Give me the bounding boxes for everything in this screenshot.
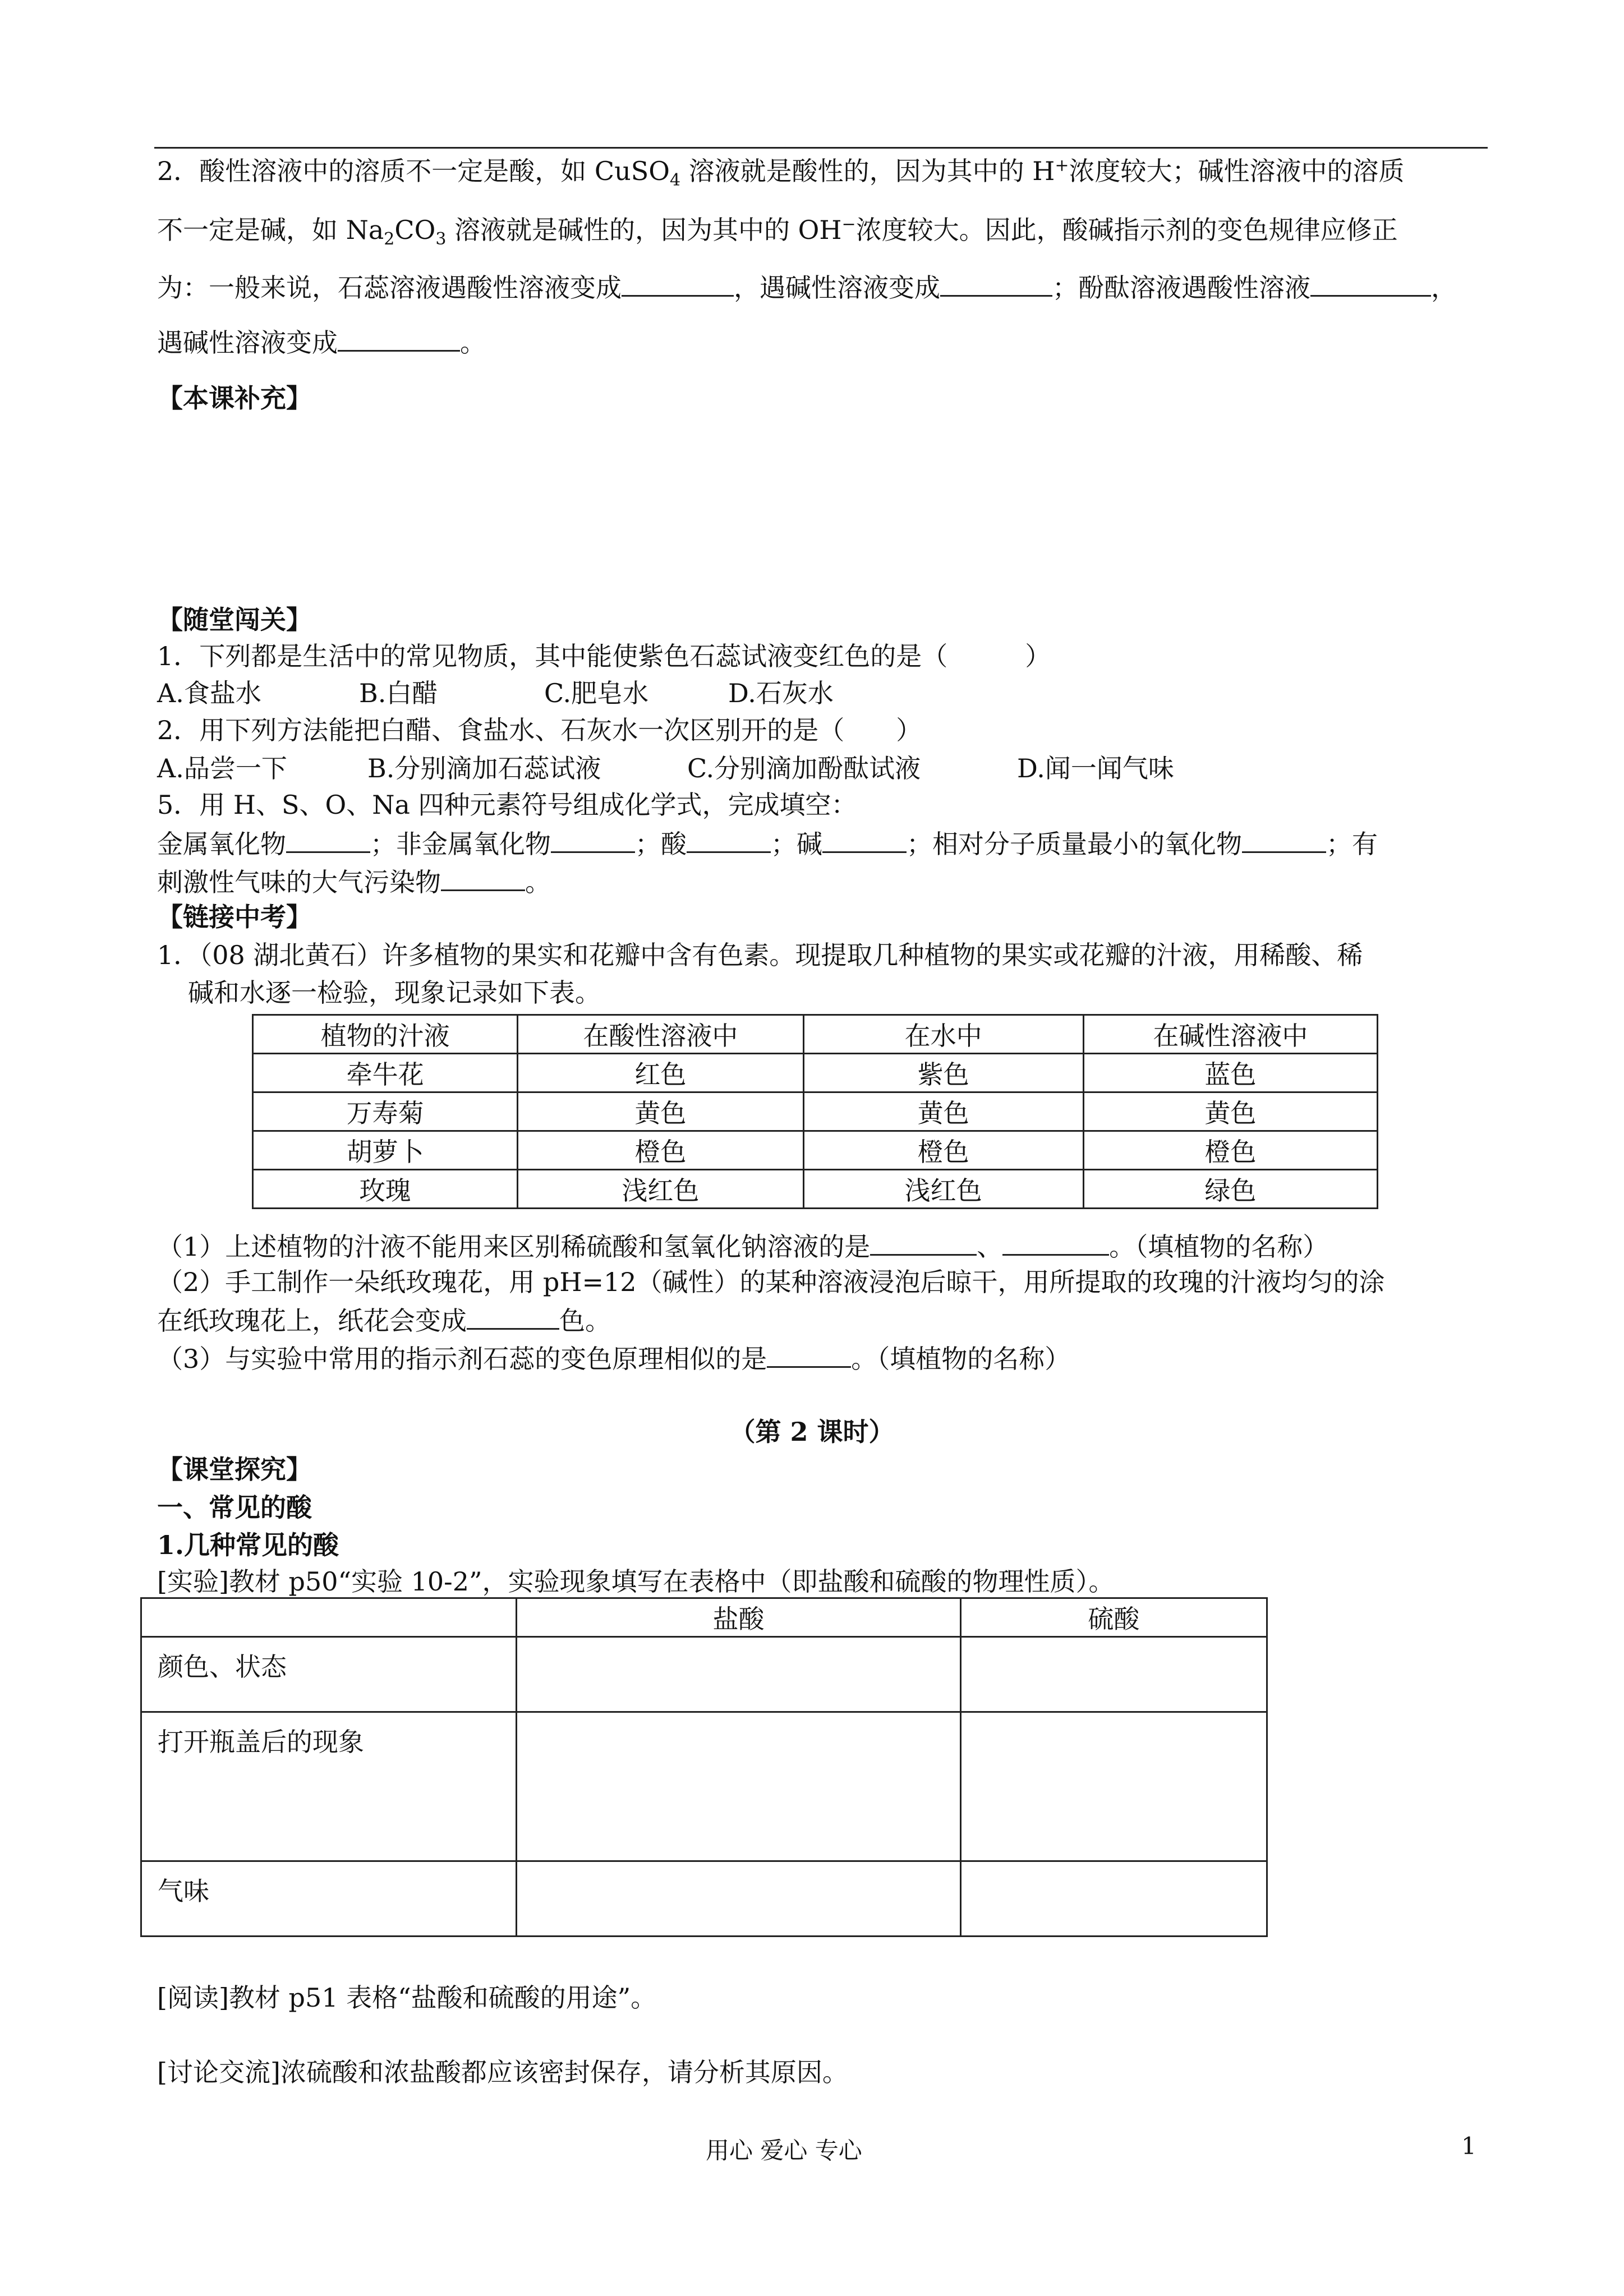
intro-line-3 (157, 269, 1457, 305)
table-cell: 牵牛花 (253, 1054, 518, 1092)
answer-cell[interactable] (960, 1712, 1267, 1861)
option-a[interactable]: A.品尝一下 (157, 753, 287, 783)
subsection-heading: 1.几种常见的酸 (157, 1530, 339, 1560)
intro-text: 不一定是碱，如 Na (157, 215, 384, 245)
table-header-row (253, 1015, 1378, 1054)
explore-heading: 【课堂探究】 (157, 1454, 312, 1484)
answer-blank[interactable] (1002, 1228, 1109, 1256)
table-header-row (141, 1598, 1267, 1637)
sub1-text: （1）上述植物的汁液不能用来区别稀硫酸和氢氧化钠溶液的是 (157, 1232, 871, 1262)
reading-instruction: [阅读]教材 p51 表格“盐酸和硫酸的用途”。 (157, 1983, 657, 2013)
answer-cell[interactable] (960, 1861, 1267, 1937)
table-cell: 黄色 (518, 1092, 803, 1131)
table-header-cell: 植物的汁液 (253, 1015, 518, 1054)
intro-text: ，遇碱性溶液变成 (734, 273, 940, 303)
experiment-instruction: [实验]教材 p50“实验 10-2”，实验现象填写在表格中（即盐酸和硫酸的物理性质）。 (157, 1566, 1115, 1597)
table-cell: 浅红色 (518, 1170, 803, 1209)
table-header-cell: 在水中 (803, 1015, 1083, 1054)
supplement-heading: 【本课补充】 (157, 383, 312, 413)
q5-text: ；碱 (771, 829, 822, 859)
page-number: 1 (1461, 2132, 1476, 2160)
table-cell: 橙色 (518, 1131, 803, 1170)
lesson-2-title: （第 2 课时） (729, 1417, 895, 1447)
table-row (141, 1637, 1267, 1712)
answer-cell[interactable] (960, 1637, 1267, 1712)
table-cell: 黄色 (1083, 1092, 1377, 1131)
table-cell: 绿色 (1083, 1170, 1377, 1209)
sub3-text: 。（填植物的名称） (851, 1344, 1071, 1374)
plant-juice-table (252, 1014, 1378, 1209)
intro-text: 浓度较大；碱性溶液中的溶质 (1069, 156, 1405, 186)
answer-cell[interactable] (517, 1637, 961, 1712)
answer-blank[interactable] (286, 826, 370, 853)
exam-subquestion-3 (157, 1340, 1070, 1376)
table-row (253, 1170, 1378, 1209)
table-cell: 万寿菊 (253, 1092, 518, 1131)
q5-text: ；酸 (635, 829, 687, 859)
intro-text: ， (1431, 273, 1457, 303)
sub2-text: 在纸玫瑰花上，纸花会变成 (157, 1306, 467, 1336)
answer-blank[interactable] (767, 1340, 851, 1368)
table-row (253, 1092, 1378, 1131)
footer-motto: 用心 爱心 专心 (706, 2137, 862, 2164)
table-cell: 玫瑰 (253, 1170, 518, 1209)
answer-cell[interactable] (517, 1712, 961, 1861)
exam-subquestion-1 (157, 1228, 1328, 1264)
intro-line-1 (157, 154, 1405, 191)
quiz-question-2: 2．用下列方法能把白醋、食盐水、石灰水一次区别开的是（ ） (157, 715, 922, 745)
answer-blank[interactable] (687, 826, 771, 853)
exam-subquestion-2-line-2 (157, 1302, 611, 1338)
option-d[interactable]: D.石灰水 (728, 678, 834, 708)
option-b[interactable]: B.白醋 (359, 678, 438, 708)
answer-blank[interactable] (870, 1228, 977, 1256)
q5-text: ；相对分子质量最小的氧化物 (907, 829, 1242, 859)
intro-text: 为：一般来说，石蕊溶液遇酸性溶液变成 (157, 273, 622, 303)
answer-blank[interactable] (441, 864, 525, 891)
answer-blank[interactable] (467, 1302, 559, 1330)
table-cell: 红色 (518, 1054, 803, 1092)
option-c[interactable]: C.肥皂水 (544, 678, 649, 708)
table-header-cell: 盐酸 (517, 1598, 961, 1637)
intro-line-2 (157, 213, 1398, 250)
row-label: 颜色、状态 (141, 1637, 517, 1712)
table-row (253, 1054, 1378, 1092)
exam-subquestion-2-line-1: （2）手工制作一朵纸玫瑰花，用 pH=12（碱性）的某种溶液浸泡后晾干，用所提取的玫瑰的汁液均匀的涂 (157, 1267, 1385, 1297)
q5-text: 。 (525, 867, 551, 897)
answer-cell[interactable] (517, 1861, 961, 1937)
quiz-heading: 【随堂闯关】 (157, 605, 312, 635)
intro-text: ；酚酞溶液遇酸性溶液 (1052, 273, 1310, 303)
intro-line-4 (157, 324, 486, 359)
table-header-cell (141, 1598, 517, 1637)
table-cell: 胡萝卜 (253, 1131, 518, 1170)
intro-text: 。 (460, 328, 486, 358)
answer-blank[interactable] (940, 269, 1052, 297)
intro-text: 2．酸性溶液中的溶质不一定是酸，如 CuSO (157, 156, 670, 186)
answer-blank[interactable] (338, 324, 460, 352)
discussion-instruction: [讨论交流]浓硫酸和浓盐酸都应该密封保存，请分析其原因。 (157, 2057, 848, 2087)
superscript: − (841, 214, 856, 234)
sub2-text: 色。 (559, 1306, 611, 1336)
header-rule (154, 147, 1488, 149)
table-cell: 橙色 (1083, 1131, 1377, 1170)
table-row (253, 1131, 1378, 1170)
sub1-text: 、 (977, 1232, 1003, 1262)
table-header-cell: 在碱性溶液中 (1083, 1015, 1377, 1054)
answer-blank[interactable] (551, 826, 635, 853)
answer-blank[interactable] (1242, 826, 1326, 853)
subscript: 3 (435, 229, 447, 250)
option-a[interactable]: A.食盐水 (157, 678, 261, 708)
intro-text: CO (394, 215, 436, 245)
intro-text: 遇碱性溶液变成 (157, 328, 338, 358)
option-d[interactable]: D.闻一闻气味 (1017, 753, 1174, 783)
table-cell: 紫色 (803, 1054, 1083, 1092)
quiz-question-5-line-1 (157, 826, 1378, 861)
section-heading: 一、常见的酸 (157, 1492, 312, 1523)
q5-text: 金属氧化物 (157, 829, 286, 859)
option-c[interactable]: C.分别滴加酚酞试液 (687, 753, 921, 783)
sub3-text: （3）与实验中常用的指示剂石蕊的变色原理相似的是 (157, 1344, 767, 1374)
row-label: 气味 (141, 1861, 517, 1937)
option-b[interactable]: B.分别滴加石蕊试液 (367, 753, 601, 783)
row-label: 打开瓶盖后的现象 (141, 1712, 517, 1861)
acid-properties-table (140, 1597, 1268, 1937)
table-row (141, 1712, 1267, 1861)
table-cell: 浅红色 (803, 1170, 1083, 1209)
quiz-question-5: 5．用 H、S、O、Na 四种元素符号组成化学式，完成填空： (157, 790, 857, 820)
q5-text: 刺激性气味的大气污染物 (157, 867, 441, 897)
quiz-question-1: 1．下列都是生活中的常见物质，其中能使紫色石蕊试液变红色的是（ ） (157, 641, 1051, 671)
table-cell: 蓝色 (1083, 1054, 1377, 1092)
table-row (141, 1861, 1267, 1937)
subscript: 2 (384, 229, 395, 250)
q5-text: ；非金属氧化物 (370, 829, 551, 859)
table-cell: 黄色 (803, 1092, 1083, 1131)
subscript: 4 (669, 170, 681, 191)
table-cell: 橙色 (803, 1131, 1083, 1170)
exam-heading: 【链接中考】 (157, 902, 312, 932)
intro-text: 溶液就是酸性的，因为其中的 H (680, 156, 1055, 186)
q5-text: ；有 (1326, 829, 1378, 859)
answer-blank[interactable] (1310, 269, 1431, 297)
sub1-text: 。（填植物的名称） (1109, 1232, 1329, 1262)
exam-question-1-line-1: 1．（08 湖北黄石）许多植物的果实和花瓣中含有色素。现提取几种植物的果实或花瓣的汁液，用稀酸、稀 (157, 940, 1363, 970)
answer-blank[interactable] (622, 269, 734, 297)
table-header-cell: 在酸性溶液中 (518, 1015, 803, 1054)
intro-text: 浓度较大。因此，酸碱指示剂的变色规律应修正 (855, 215, 1398, 245)
superscript: + (1055, 155, 1069, 176)
quiz-question-5-line-2 (157, 864, 551, 899)
answer-blank[interactable] (822, 826, 907, 853)
exam-question-1-line-2: 碱和水逐一检验，现象记录如下表。 (188, 978, 601, 1008)
intro-text: 溶液就是碱性的，因为其中的 OH (446, 215, 842, 245)
table-header-cell: 硫酸 (960, 1598, 1267, 1637)
